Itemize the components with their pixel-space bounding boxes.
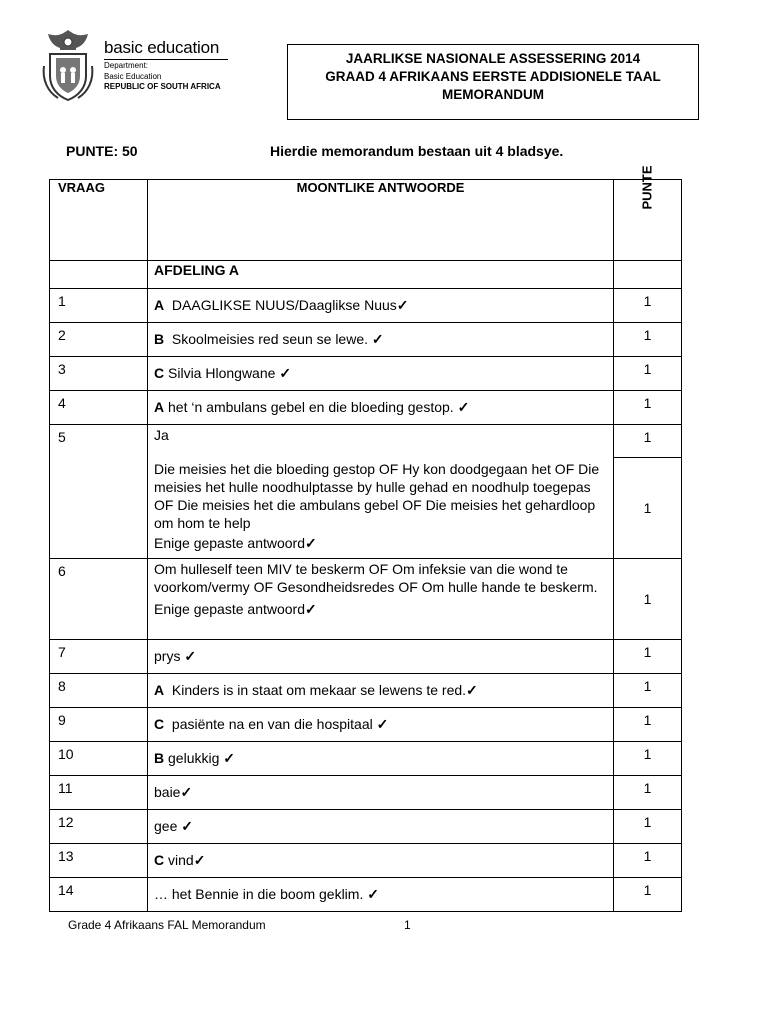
table-header-row [50, 180, 682, 261]
answer-text: … het Bennie in die boom geklim. [154, 886, 364, 902]
question-number: 5 [50, 425, 148, 559]
answer-text: baie [154, 784, 181, 800]
answer-cell [148, 289, 614, 323]
question-number: 14 [50, 878, 148, 912]
question-number: 11 [50, 776, 148, 810]
memorandum-table [49, 165, 682, 912]
mark-value: 1 [614, 776, 682, 810]
answer-cell [148, 640, 614, 674]
answer-text: Silvia Hlongwane [168, 365, 276, 381]
answer-cell [148, 810, 614, 844]
question-number: 3 [50, 357, 148, 391]
table-row [50, 708, 682, 742]
answer-cell [148, 844, 614, 878]
check-mark: ✓ [193, 852, 206, 868]
table-row [50, 425, 682, 559]
title-line-1: JAARLIKSE NASIONALE ASSESSERING 2014 [345, 51, 641, 66]
title-line-2: GRAAD 4 AFRIKAANS EERSTE ADDISIONELE TAAL [325, 69, 661, 84]
header-question: VRAAG [50, 180, 148, 261]
answer-text: DAAGLIKSE NUUS/Daaglikse Nuus [171, 297, 397, 313]
footer-label: Grade 4 Afrikaans FAL Memorandum [68, 918, 266, 932]
logo-divider [104, 59, 228, 60]
check-mark: ✓ [184, 648, 197, 664]
mark-value: 1 [614, 391, 682, 425]
answer-cell [148, 878, 614, 912]
answer-text: Skoolmeisies red seun se lewe. [171, 331, 369, 347]
mark-value: 1 [614, 425, 681, 458]
logo-department-label: Department: [104, 61, 149, 70]
answer-letter: A [154, 399, 165, 415]
question-number: 12 [50, 810, 148, 844]
answer-text: pasiënte na en van die hospitaal [171, 716, 373, 732]
question-number: 8 [50, 674, 148, 708]
mark-value: 1 [614, 357, 682, 391]
department-logo [38, 26, 238, 106]
check-mark: ✓ [180, 784, 193, 800]
check-mark: ✓ [279, 365, 292, 381]
table-row [50, 391, 682, 425]
answer-text-short: Ja [154, 427, 169, 443]
table-row [50, 844, 682, 878]
footer-page-number: 1 [404, 918, 411, 932]
answer-cell [148, 674, 614, 708]
check-mark: ✓ [396, 297, 409, 313]
table-row [50, 810, 682, 844]
mark-value: 1 [614, 708, 682, 742]
question-number: 10 [50, 742, 148, 776]
question-number: 4 [50, 391, 148, 425]
table-row [50, 674, 682, 708]
answer-letter: A [154, 297, 165, 313]
title-line-3: MEMORANDUM [442, 87, 544, 102]
answer-cell [148, 776, 614, 810]
answer-letter: B [154, 331, 165, 347]
mark-value: 1 [614, 289, 682, 323]
mark-cell-split [614, 425, 682, 559]
answer-letter: C [154, 716, 165, 732]
check-mark: ✓ [457, 399, 470, 415]
check-mark: ✓ [367, 886, 379, 902]
answer-letter: C [154, 852, 165, 868]
logo-title: basic education [104, 38, 220, 57]
check-mark: ✓ [376, 716, 389, 732]
question-number: 6 [50, 559, 148, 640]
answer-text: Kinders is in staat om mekaar se lewens te red. [171, 682, 467, 698]
question-number: 9 [50, 708, 148, 742]
coat-of-arms-icon [38, 26, 98, 104]
answer-text: gelukkig [168, 750, 220, 766]
answer-text: het ‘n ambulans gebel en die bloeding gestop. [168, 399, 454, 415]
mark-value: 1 [614, 640, 682, 674]
answer-text-long: Die meisies het die bloeding gestop OF Hy kon doodgegaan het OF Die meisies het hulle noodhulptasse by hulle gehad en noodhulp toegepas OF Die meisies het die ambulans gebel OF Die meisies het gehardloop om hom te help [154, 461, 600, 531]
mark-value: 1 [614, 810, 682, 844]
answer-letter: C [154, 365, 165, 381]
header-points: PUNTE [640, 165, 655, 210]
answer-cell [148, 425, 614, 559]
answer-cell [148, 357, 614, 391]
table-row [50, 289, 682, 323]
answer-cell [148, 708, 614, 742]
mark-value: 1 [614, 674, 682, 708]
answer-text: vind [168, 852, 194, 868]
check-mark: ✓ [466, 682, 478, 698]
question-number: 1 [50, 289, 148, 323]
check-mark: ✓ [181, 818, 193, 834]
answer-cell [148, 559, 614, 640]
table-row [50, 776, 682, 810]
table-row [50, 559, 682, 640]
check-mark: ✓ [223, 750, 236, 766]
table-row [50, 323, 682, 357]
answer-note: Enige gepaste antwoord [154, 535, 305, 551]
answer-letter: A [154, 682, 165, 698]
question-number: 7 [50, 640, 148, 674]
answer-cell [148, 391, 614, 425]
check-mark: ✓ [305, 601, 317, 617]
check-mark: ✓ [305, 535, 317, 551]
mark-value: 1 [614, 742, 682, 776]
header-points-cell [614, 165, 682, 261]
page-count-note: Hierdie memorandum bestaan uit 4 bladsye. [270, 143, 564, 159]
logo-country: REPUBLIC OF SOUTH AFRICA [104, 82, 221, 91]
answer-letter: B [154, 750, 165, 766]
answer-text: prys [154, 648, 181, 664]
header-answers: MOONTLIKE ANTWOORDE [148, 180, 614, 261]
table-row [50, 640, 682, 674]
mark-value: 1 [643, 500, 652, 516]
question-number: 13 [50, 844, 148, 878]
logo-department-name: Basic Education [104, 72, 162, 81]
check-mark: ✓ [371, 331, 384, 347]
section-title: AFDELING A [148, 261, 614, 289]
mark-value: 1 [614, 844, 682, 878]
table-row [50, 357, 682, 391]
table-row [50, 742, 682, 776]
answer-note: Enige gepaste antwoord [154, 601, 305, 617]
answer-text: Om hulleself teen MIV te beskerm OF Om infeksie van die wond te voorkom/vermy OF Gesondheidsredes OF Om hulle hande te beskerm. [154, 561, 598, 595]
answer-text: gee [154, 818, 178, 834]
table-row [50, 878, 682, 912]
mark-value: 1 [614, 878, 682, 912]
answer-cell [148, 323, 614, 357]
section-row [50, 261, 682, 289]
mark-value: 1 [614, 323, 682, 357]
question-number: 2 [50, 323, 148, 357]
total-points: PUNTE: 50 [66, 143, 138, 159]
document-title-box [287, 44, 699, 120]
answer-cell [148, 742, 614, 776]
mark-value: 1 [614, 559, 682, 640]
